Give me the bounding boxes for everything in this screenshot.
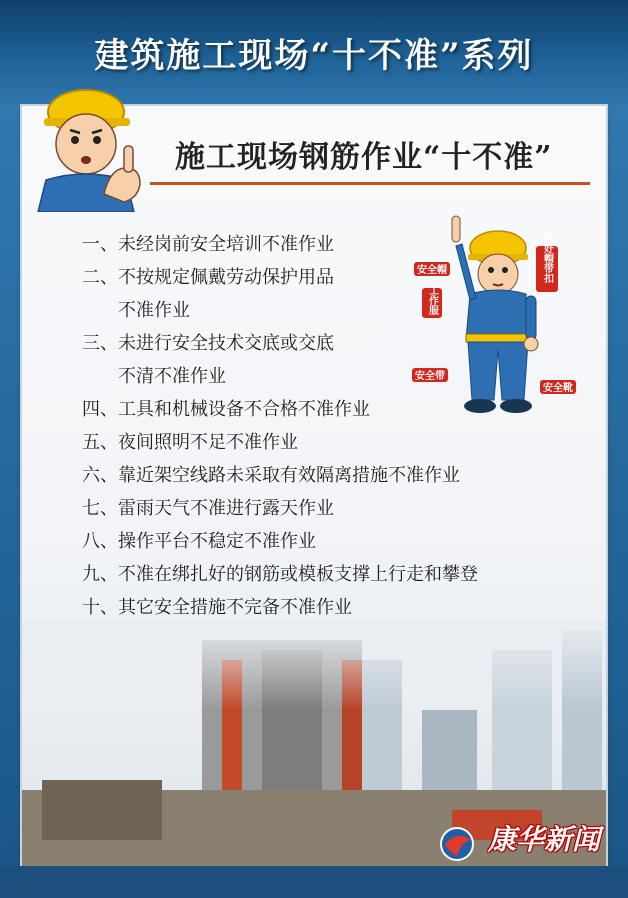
brand-text: 康华新闻: [487, 823, 600, 856]
header-title: 施工现场钢筋作业“十不准”: [175, 140, 553, 175]
header-underline: [150, 182, 590, 185]
rule-item: 三、未进行安全技术交底或交底 不清不准作业: [82, 333, 334, 387]
svg-text:安全帽: 安全帽: [417, 265, 447, 276]
equipped-worker-illustration: [410, 210, 590, 425]
svg-text:工作服: 工作服: [426, 285, 438, 315]
svg-text:安全靴: 安全靴: [543, 383, 573, 394]
svg-text:系好帽带扣: 系好帽带扣: [541, 233, 553, 283]
pointing-worker-illustration: [28, 72, 148, 212]
belt-tag: [412, 368, 448, 382]
rule-item: 四、工具和机械设备不合格不准作业: [82, 399, 370, 420]
helmet-tag: [414, 262, 450, 276]
rule-item: 八、操作平台不稳定不准作业: [82, 531, 316, 552]
rule-item: 七、雷雨天气不准进行露天作业: [82, 498, 334, 519]
strap-tag: [536, 232, 558, 292]
rule-item: 二、不按规定佩戴劳动保护用品 不准作业: [82, 267, 334, 321]
rule-item: 六、靠近架空线路未采取有效隔离措施不准作业: [82, 465, 460, 486]
rule-item: 五、夜间照明不足不准作业: [82, 432, 298, 453]
shoes-tag: [540, 380, 576, 394]
rule-item: 九、不准在绑扎好的钢筋或模板支撑上行走和攀登: [82, 564, 478, 585]
rule-item: 十、其它安全措施不完备不准作业: [82, 597, 352, 618]
uniform-tag: [422, 285, 442, 318]
poster-series-title: 建筑施工现场“十不准”系列: [94, 36, 534, 76]
rule-item: 一、未经岗前安全培训不准作业: [82, 234, 334, 255]
svg-text:安全带: 安全带: [415, 371, 445, 382]
